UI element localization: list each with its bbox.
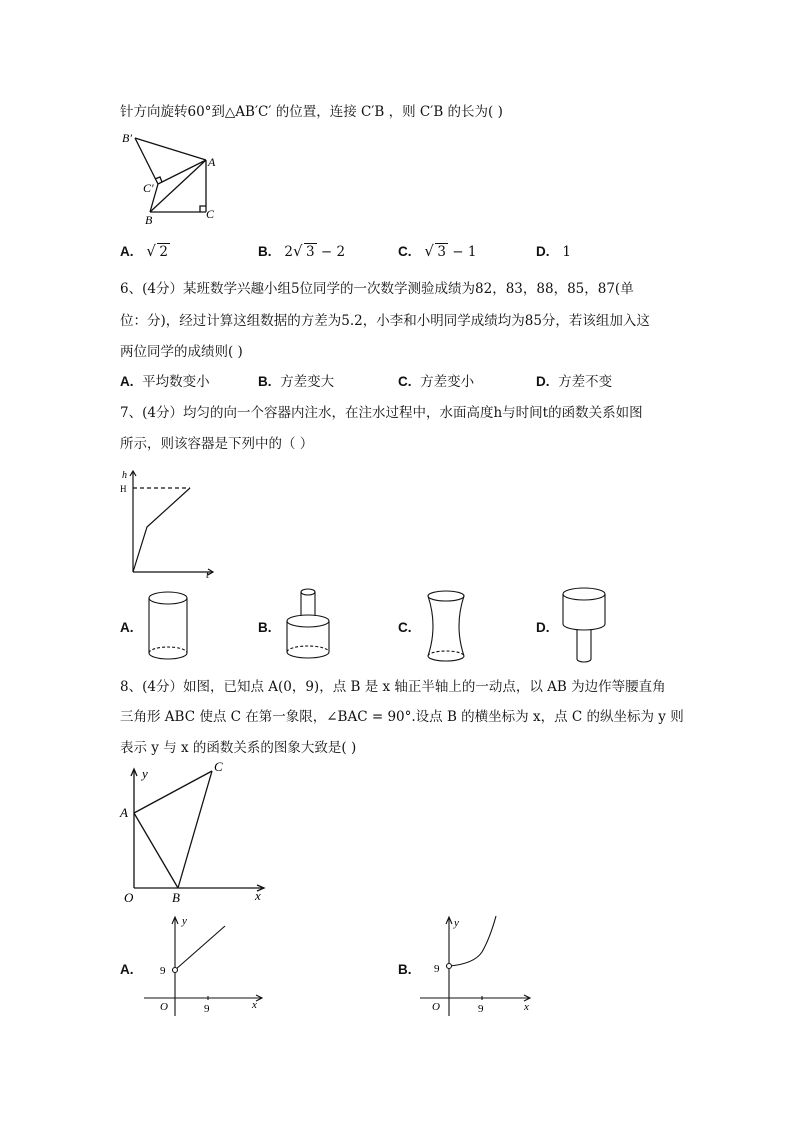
q5-stem-tail: 针方向旋转60°到△AB′C′ 的位置，连接 C′B ，则 C′B 的长为( ) — [120, 104, 503, 120]
container-narrow-bottom[interactable] — [560, 586, 612, 666]
b-label-9y: 9 — [434, 963, 440, 975]
fig-label-x: x — [255, 888, 261, 903]
b-label-o: O — [432, 1001, 440, 1013]
container-narrow-top[interactable] — [284, 586, 336, 664]
q6-option-d[interactable]: D. 方差不变 — [536, 374, 613, 390]
label-c-prime: C′ — [143, 181, 154, 195]
q8-option-a[interactable]: A. — [120, 962, 134, 977]
label-b-prime: B′ — [122, 131, 132, 145]
q8-line-1: 8、(4分）如图，已知点 A(0，9)，点 B 是 x 轴正半轴上的一动点，以 AB 为边作等腰直角 — [120, 679, 666, 695]
label-b: B — [145, 213, 153, 227]
label-a: A — [208, 155, 216, 169]
q5-option-c[interactable]: C. √ 3 − 1 — [398, 242, 476, 262]
q7-line-1: 7、(4分）均匀的向一个容器内注水，在注水过程中，水面高度h与时间t的函数关系如图 — [120, 405, 643, 421]
fig-label-a: A — [120, 805, 128, 820]
b-label-y: y — [454, 917, 459, 929]
q5-option-a[interactable]: A. √ 2 — [120, 242, 170, 262]
graph-label-h: h — [122, 470, 127, 481]
q5-option-b[interactable]: B. 2√ 3 − 2 — [258, 242, 345, 262]
q5-figure — [118, 128, 228, 228]
label-c: C — [206, 207, 215, 221]
container-hourglass[interactable] — [424, 588, 472, 666]
q7-option-c[interactable]: C. — [398, 620, 412, 635]
q8-figure — [116, 760, 276, 910]
a-label-9y: 9 — [160, 965, 166, 977]
q7-option-b[interactable]: B. — [258, 620, 272, 635]
q7-option-a[interactable]: A. — [120, 620, 134, 635]
q6-line-3: 两位同学的成绩则( ) — [120, 344, 243, 360]
q6-line-2: 位：分)，经过计算这组数据的方差为5.2，小李和小明同学成绩均为85分，若该组加入这 — [120, 313, 650, 329]
q8-option-b[interactable]: B. — [398, 962, 412, 977]
a-label-x: x — [252, 999, 257, 1011]
q8-option-b-graph[interactable] — [418, 912, 548, 1022]
q6-option-a[interactable]: A. 平均数变小 — [120, 374, 210, 390]
q6-line-1: 6、(4分）某班数学兴趣小组5位同学的一次数学测验成绩为82，83，88，85，87(单 — [120, 281, 634, 297]
q7-graph — [116, 466, 226, 581]
q5-option-d[interactable]: D. 1 — [536, 244, 571, 260]
fig-label-y: y — [142, 766, 148, 781]
fig-label-c: C — [214, 759, 223, 774]
container-cylinder[interactable] — [146, 588, 194, 663]
q6-option-b[interactable]: B. 方差变大 — [258, 374, 335, 390]
fig-label-b: B — [172, 890, 180, 905]
a-label-9x: 9 — [204, 1003, 210, 1015]
q8-option-a-graph[interactable] — [142, 912, 272, 1022]
q7-option-d[interactable]: D. — [536, 620, 550, 635]
q8-line-2: 三角形 ABC 使点 C 在第一象限，∠BAC = 90°.设点 B 的横坐标为 x，点 C 的纵坐标为 y 则 — [120, 709, 684, 725]
graph-label-t: t — [206, 569, 210, 581]
a-label-y: y — [182, 915, 187, 927]
q7-line-2: 所示，则该容器是下列中的（ ） — [120, 436, 314, 452]
q8-line-3: 表示 y 与 x 的函数关系的图象大致是( ) — [120, 740, 357, 756]
fig-label-o: O — [124, 890, 134, 905]
q6-option-c[interactable]: C. 方差变小 — [398, 374, 475, 390]
b-label-x: x — [524, 1001, 529, 1013]
graph-label-H: H — [120, 484, 127, 494]
a-label-o: O — [160, 1001, 168, 1013]
b-label-9x: 9 — [478, 1003, 484, 1015]
